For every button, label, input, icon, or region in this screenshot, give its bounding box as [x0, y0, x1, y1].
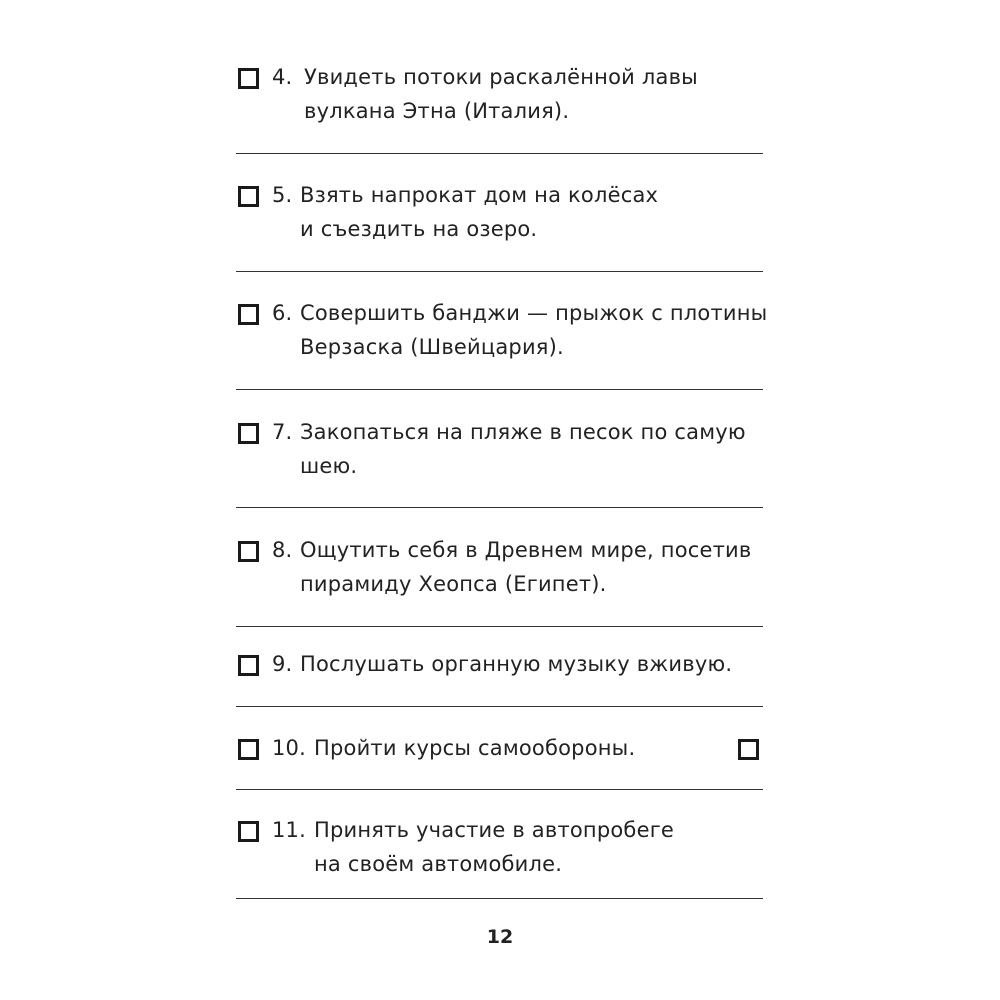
- item-text-line-1: Увидеть потоки раскалённой лавы: [304, 65, 698, 89]
- divider: [236, 389, 763, 390]
- item-text-line-2: вулкана Этна (Италия).: [304, 99, 570, 123]
- item-number: 5.: [272, 183, 293, 207]
- item-9-checkbox[interactable]: [238, 655, 259, 676]
- divider: [236, 789, 763, 790]
- item-6-checkbox[interactable]: [238, 304, 259, 325]
- item-text-line-2: шею.: [300, 454, 358, 478]
- item-number: 11.: [272, 818, 306, 842]
- item-text-line-2: и съездить на озеро.: [300, 217, 538, 241]
- divider: [236, 706, 763, 707]
- item-text-line-1: Совершить банджи — прыжок с плотины: [300, 301, 768, 325]
- divider: [236, 271, 763, 272]
- item-8-checkbox[interactable]: [238, 541, 259, 562]
- item-text-line-1: Пройти курсы самообороны.: [314, 736, 636, 760]
- item-text-line-2: Верзаска (Швейцария).: [300, 335, 564, 359]
- divider: [236, 626, 763, 627]
- item-5-checkbox[interactable]: [238, 186, 259, 207]
- page-number: 12: [486, 926, 514, 948]
- item-7-checkbox[interactable]: [238, 423, 259, 444]
- item-text-line-2: на своём автомобиле.: [314, 852, 563, 876]
- item-10-checkbox[interactable]: [238, 739, 259, 760]
- item-4-checkbox[interactable]: [238, 68, 259, 89]
- item-number: 6.: [272, 301, 293, 325]
- item-number: 9.: [272, 652, 293, 676]
- item-text-line-1: Взять напрокат дом на колёсах: [300, 183, 659, 207]
- item-10-right-checkbox[interactable]: [738, 739, 759, 760]
- divider: [236, 153, 763, 154]
- item-11-checkbox[interactable]: [238, 821, 259, 842]
- item-text-line-1: Послушать органную музыку вживую.: [300, 652, 733, 676]
- item-text-line-1: Ощутить себя в Древнем мире, посетив: [300, 538, 752, 562]
- item-text-line-1: Закопаться на пляже в песок по самую: [300, 420, 746, 444]
- item-number: 4.: [272, 65, 293, 89]
- item-text-line-2: пирамиду Хеопса (Египет).: [300, 572, 607, 596]
- item-number: 8.: [272, 538, 293, 562]
- divider: [236, 898, 763, 899]
- divider: [236, 507, 763, 508]
- item-text-line-1: Принять участие в автопробеге: [314, 818, 675, 842]
- item-number: 10.: [272, 736, 306, 760]
- item-number: 7.: [272, 420, 293, 444]
